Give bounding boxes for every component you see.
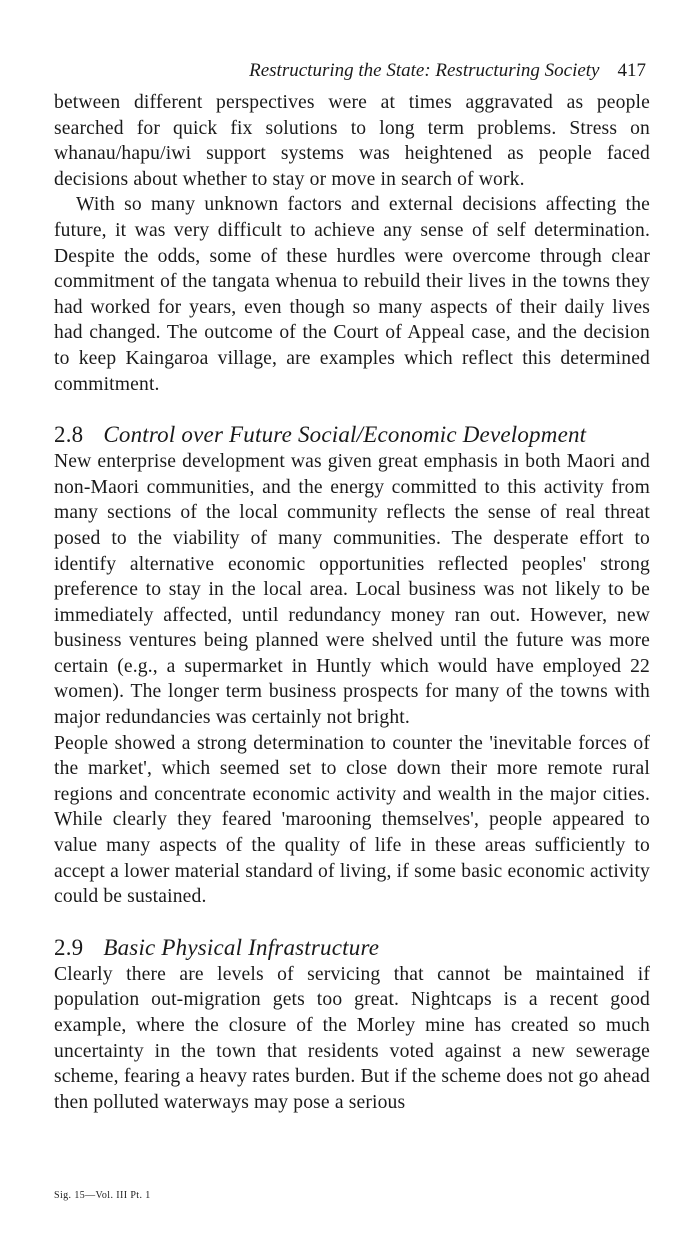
section-title: Basic Physical Infrastructure: [103, 934, 380, 960]
section-heading-2-8: [54, 421, 650, 449]
body-paragraph-2: With so many unknown factors and external decisions affecting the future, it was very difficult to achieve any sense of self determination. Despite the odds, some of these hurdles were overcome through clear commitment of the tangata whenua to rebuild their lives in the towns they had worked for years, even though so many aspects of their daily lives had changed. The outcome of the Court of Appeal case, and the decision to keep Kaingaroa village, are examples which reflect this determined commitment.: [54, 194, 650, 395]
section-2-9-paragraph-1: Clearly there are levels of servicing that cannot be maintained if population out-migration gets too great. Nightcaps is a recent good example, where the closure of the Morley mine has created so much uncertainty in the town that residents voted against a new sewerage scheme, fearing a heavy rates burden. But if the scheme does not go ahead then polluted waterways may pose a serious: [54, 963, 650, 1113]
body-paragraph-1: between different perspectives were at times aggravated as people searched for quick fix solutions to long term problems. Stress on whanau/hapu/iwi support systems was heightened as people faced decisions about whether to stay or move in search of work.: [54, 92, 650, 190]
section-2-8-paragraph-1: New enterprise development was given great emphasis in both Maori and non-Maori communities, and the energy committed to this activity from many sections of the local community reflects the sense of real threat posed to the viability of many communities. The desperate effort to identify alternative economic opportunities reflected peoples' strong preference to stay in the local area. Local business was not likely to be immediately affected, until redundancy money ran out. However, new business ventures being planned were shelved until the future was more certain (e.g., a supermarket in Huntly which would have employed 22 women). The longer term business prospects for many of the towns with major redundancies was certainly not bright.: [54, 451, 650, 729]
printer-signature-mark: Sig. 15—Vol. III Pt. 1: [54, 1190, 151, 1201]
section-title: Control over Future Social/Economic Development: [103, 422, 587, 448]
book-page: [54, 60, 650, 1115]
section-2-8-paragraph-2: People showed a strong determination to counter the 'inevitable forces of the market', which seemed set to close down their more remote rural regions and concentrate economic activity and wealth in the major cities. While clearly they feared 'marooning themselves', people appeared to value many aspects of the quality of life in these areas sufficiently to accept a lower material standard of living, if some basic economic activity could be sustained.: [54, 732, 650, 908]
section-number: 2.9: [54, 934, 84, 960]
section-heading-2-9: [54, 934, 650, 962]
page-number: 417: [617, 60, 646, 81]
running-head: [54, 60, 650, 82]
running-title: Restructuring the State: Restructuring Society: [249, 60, 600, 81]
section-number: 2.8: [54, 422, 84, 448]
